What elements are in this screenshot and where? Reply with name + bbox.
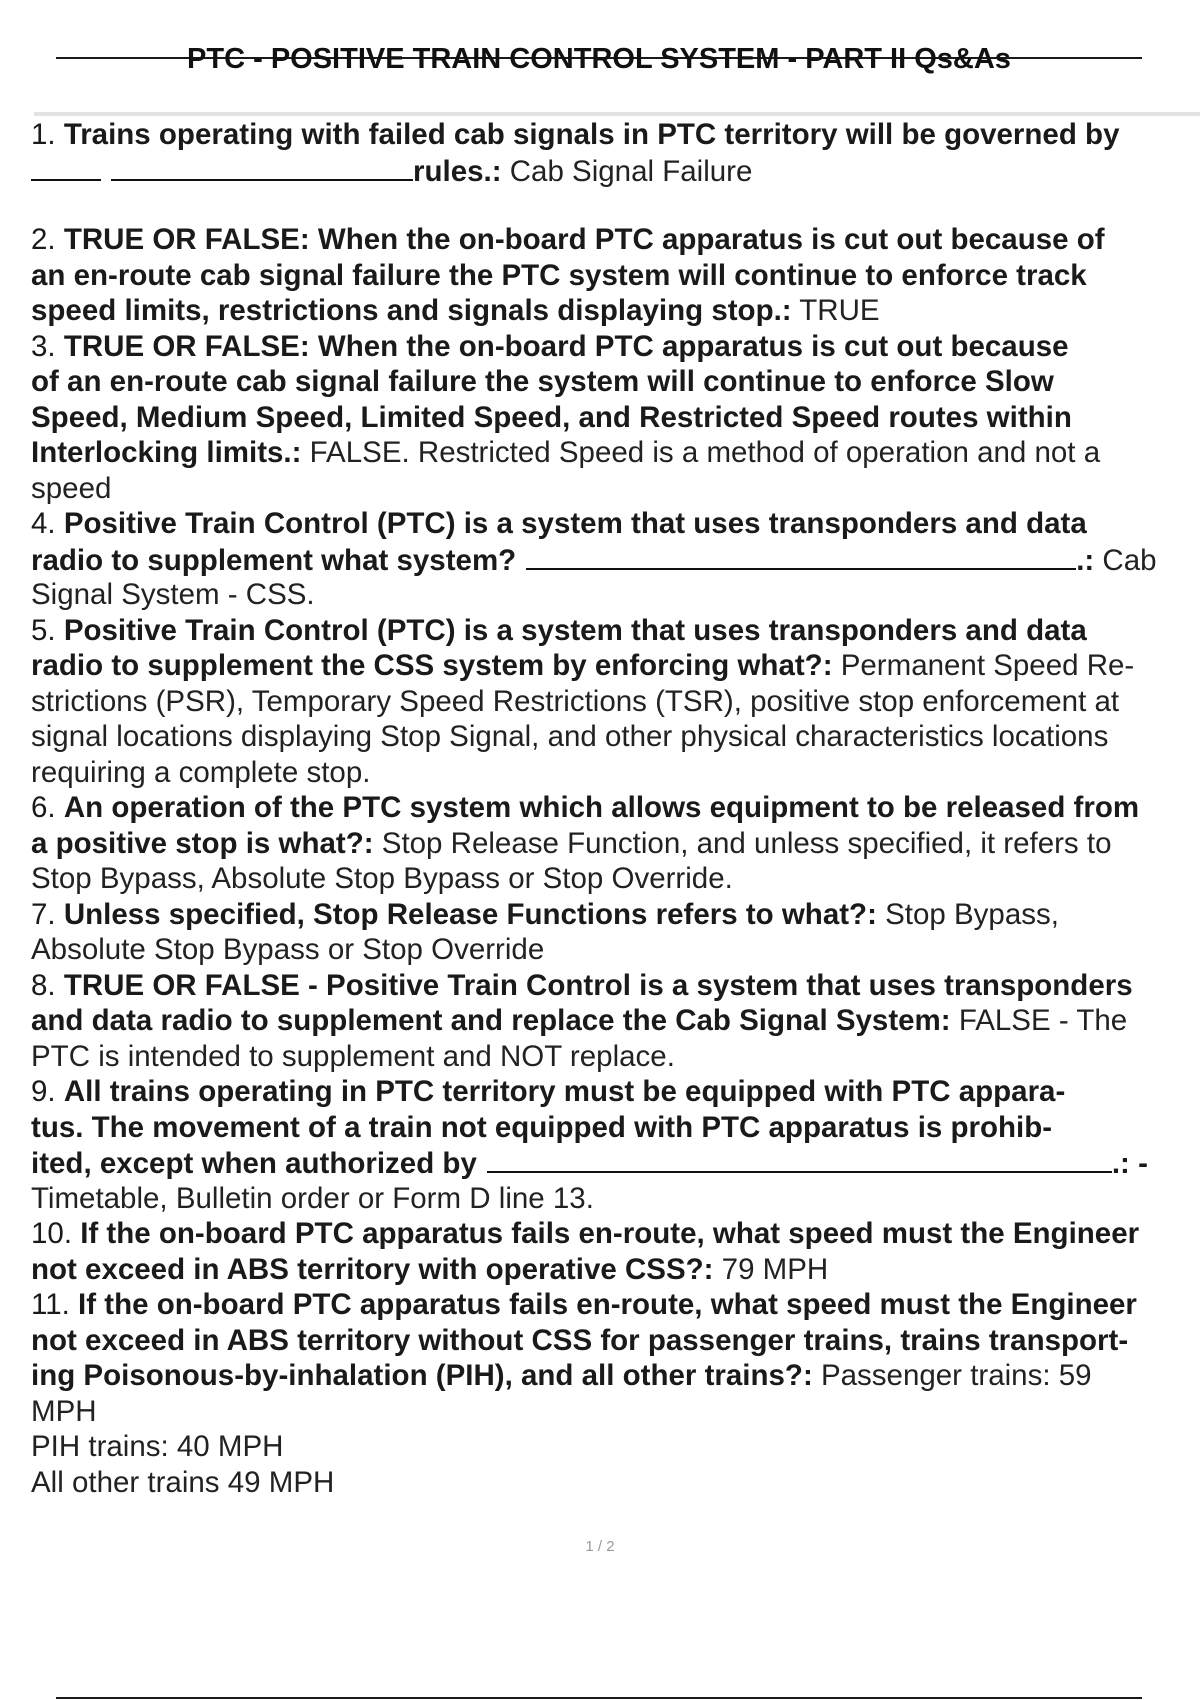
qa-line (31, 1465, 1200, 1501)
qa-line (31, 471, 1200, 507)
question-text: a positive stop is what?: (31, 826, 374, 860)
answer-text: Permanent Speed Re- (832, 649, 1135, 682)
qa-item (31, 117, 1200, 188)
qa-item (31, 329, 1200, 507)
qa-line (31, 542, 1200, 578)
question-text: If the on-board PTC apparatus fails en-route, what speed must the Engineer (80, 1217, 1140, 1250)
question-text: not exceed in ABS territory without CSS for passenger trains, trains transport- (31, 1323, 1129, 1357)
question-text: All trains operating in PTC territory must be equipped with PTC appara- (63, 1075, 1066, 1108)
answer-text: MPH (31, 1394, 97, 1428)
question-text: An operation of the PTC system which allows equipment to be released from (63, 791, 1140, 824)
qa-line (31, 577, 1200, 613)
qa-line (31, 826, 1200, 862)
qa-line (31, 1429, 1200, 1465)
qa-line (31, 435, 1200, 471)
qa-line (31, 1252, 1200, 1288)
question-text: .: - (1111, 1147, 1148, 1180)
question-text: TRUE OR FALSE - Positive Train Control is a system that uses transponders (63, 968, 1133, 1002)
question-text: .: (1076, 543, 1095, 577)
question-number: 8. (31, 968, 56, 1002)
qa-line (31, 1110, 1200, 1146)
question-text: ited, except when authorized by (31, 1147, 477, 1180)
answer-text: strictions (PSR), Temporary Speed Restrictions (TSR), positive stop enforcement at (31, 684, 1120, 718)
qa-line (31, 790, 1200, 826)
question-number: 5. (31, 613, 56, 647)
question-text: Trains operating with failed cab signals in PTC territory will be governed by (63, 118, 1120, 151)
answer-text: Cab (1094, 543, 1157, 577)
question-number: 2. (31, 223, 56, 256)
qa-item (31, 1216, 1200, 1287)
qa-item (31, 968, 1200, 1075)
question-number: 7. (31, 897, 56, 931)
question-number: 1. (31, 118, 56, 151)
qa-line (31, 1039, 1200, 1075)
qa-line (31, 400, 1200, 436)
qa-line (31, 968, 1200, 1004)
qa-item (31, 897, 1200, 968)
question-text: TRUE OR FALSE: When the on-board PTC apparatus is cut out because of (63, 223, 1105, 256)
question-text: Interlocking limits.: (31, 436, 302, 469)
question-number: 6. (31, 791, 56, 824)
qa-item (31, 222, 1200, 329)
answer-blank (487, 1145, 1112, 1173)
answer-text: requiring a complete stop. (31, 755, 371, 789)
qa-line (31, 506, 1200, 542)
qa-item (31, 613, 1200, 791)
qa-line (31, 1181, 1200, 1217)
qa-line (31, 1323, 1200, 1359)
qa-line (31, 222, 1200, 258)
question-text: and data radio to supplement and replace the Cab Signal System: (31, 1004, 951, 1037)
qa-line (31, 613, 1200, 649)
qa-line (31, 1358, 1200, 1394)
question-text: of an en-route cab signal failure the system will continue to enforce Slow (31, 365, 1054, 398)
qa-line (31, 1287, 1200, 1323)
question-text: TRUE OR FALSE: When the on-board PTC apparatus is cut out because (63, 329, 1069, 363)
qa-line (31, 932, 1200, 968)
question-text: radio to supplement the CSS system by enforcing what?: (31, 649, 833, 682)
qa-line (31, 719, 1200, 755)
answer-blank (31, 153, 101, 181)
qa-line (31, 117, 1200, 153)
answer-text: signal locations displaying Stop Signal, and other physical characteristics locations (31, 720, 1109, 753)
qa-line (31, 1216, 1200, 1252)
qa-line (31, 755, 1200, 791)
page-indicator: 1 / 2 (585, 1538, 615, 1555)
answer-text: All other trains 49 MPH (31, 1465, 335, 1499)
qa-list (31, 117, 1200, 1500)
document-header (56, 40, 1142, 80)
answer-text: Signal System - CSS. (31, 578, 315, 611)
qa-item (31, 1287, 1200, 1500)
answer-text: PTC is intended to supplement and NOT replace. (31, 1039, 675, 1073)
answer-text: TRUE (791, 294, 880, 327)
question-number: 11. (31, 1288, 70, 1321)
question-text: not exceed in ABS territory with operative CSS?: (31, 1252, 714, 1286)
qa-item (31, 506, 1200, 613)
question-text: rules.: (413, 154, 502, 188)
question-number: 3. (31, 329, 56, 363)
answer-text: Absolute Stop Bypass or Stop Override (31, 933, 545, 966)
answer-text: Stop Bypass, (876, 897, 1059, 931)
question-text: If the on-board PTC apparatus fails en-route, what speed must the Engineer (78, 1288, 1137, 1321)
question-number: 9. (31, 1075, 56, 1108)
question-number: 4. (31, 507, 56, 540)
qa-line (31, 897, 1200, 933)
question-text: radio to supplement what system? (31, 543, 517, 577)
question-text: an en-route cab signal failure the PTC system will continue to enforce track (31, 258, 1087, 292)
question-text: speed limits, restrictions and signals displaying stop.: (31, 294, 792, 327)
question-text: Speed, Medium Speed, Limited Speed, and Restricted Speed routes within (31, 400, 1072, 434)
answer-text: 79 MPH (713, 1252, 829, 1286)
bottom-rule (56, 1697, 1142, 1699)
document-title: PTC - POSITIVE TRAIN CONTROL SYSTEM - PART II Qs&As (187, 43, 1011, 75)
question-text: Unless specified, Stop Release Functions refers to what?: (63, 897, 877, 931)
qa-line (31, 1394, 1200, 1430)
qa-line (31, 153, 1200, 189)
question-text: Positive Train Control (PTC) is a system that uses transponders and data (63, 613, 1087, 647)
qa-line (31, 684, 1200, 720)
question-text: tus. The movement of a train not equipped with PTC apparatus is prohib- (31, 1110, 1053, 1144)
question-text: Positive Train Control (PTC) is a system that uses transponders and data (63, 507, 1087, 540)
qa-line (31, 648, 1200, 684)
qa-item (31, 1074, 1200, 1216)
qa-line (31, 1145, 1200, 1181)
qa-line (31, 1003, 1200, 1039)
question-text: ing Poisonous-by-inhalation (PIH), and all other trains?: (31, 1359, 813, 1392)
answer-text: Timetable, Bulletin order or Form D line 13. (31, 1181, 594, 1215)
answer-text: speed (31, 471, 112, 505)
answer-text: Passenger trains: 59 (812, 1359, 1092, 1392)
qa-line (31, 861, 1200, 897)
qa-line (31, 293, 1200, 329)
answer-text: Stop Bypass, Absolute Stop Bypass or Stop Override. (31, 862, 733, 895)
title-divider (34, 112, 1200, 116)
answer-text: FALSE. Restricted Speed is a method of operation and not a (301, 436, 1101, 469)
answer-text: Cab Signal Failure (501, 154, 753, 188)
qa-line (31, 329, 1200, 365)
qa-line (31, 258, 1200, 294)
question-number: 10. (31, 1217, 73, 1250)
answer-text: PIH trains: 40 MPH (31, 1430, 284, 1463)
answer-blank (111, 153, 413, 181)
answer-text: FALSE - The (950, 1004, 1128, 1037)
qa-line (31, 1074, 1200, 1110)
qa-line (31, 364, 1200, 400)
answer-text: Stop Release Function, and unless specified, it refers to (373, 826, 1112, 860)
qa-item (31, 790, 1200, 897)
answer-blank (526, 542, 1076, 570)
